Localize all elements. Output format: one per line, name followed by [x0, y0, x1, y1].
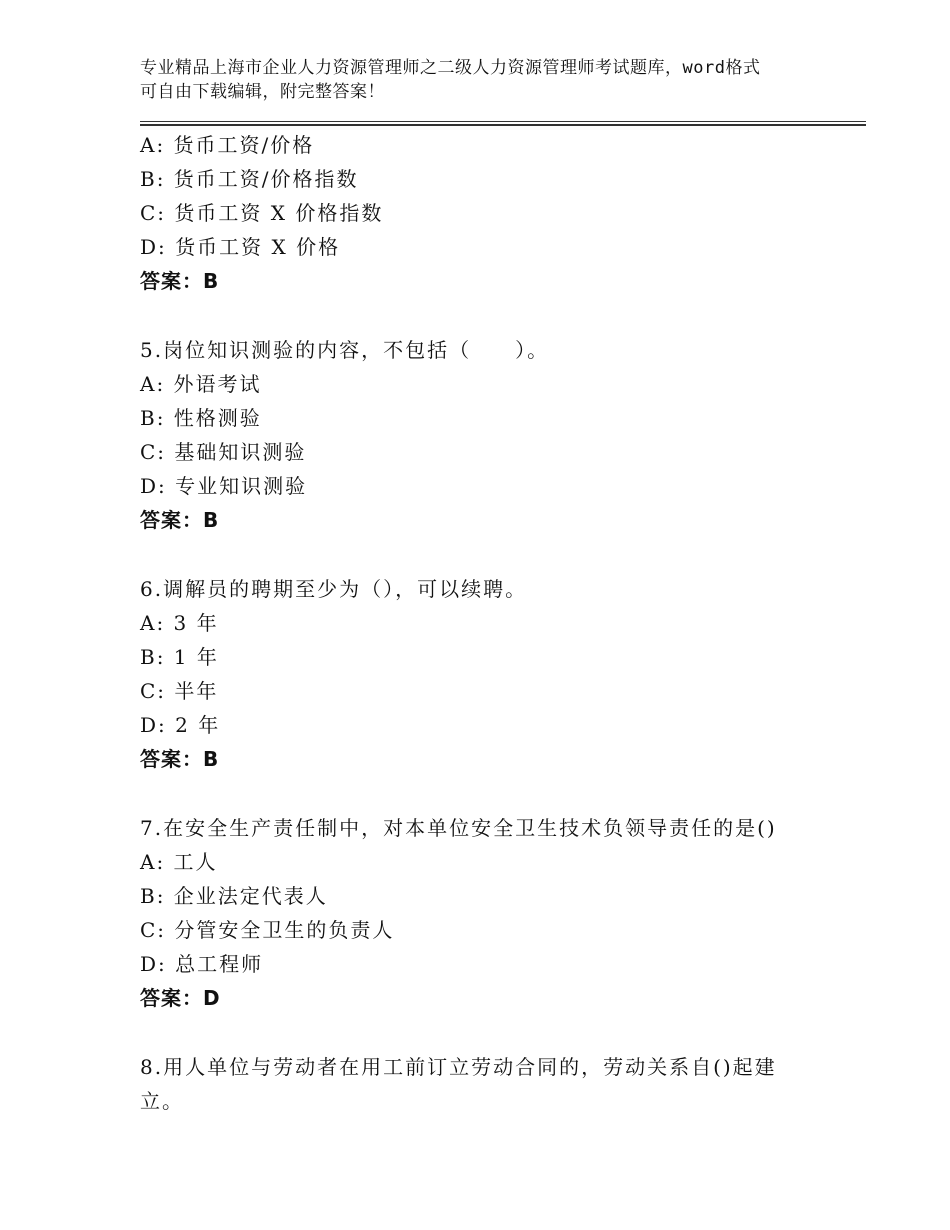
header-divider-thick	[140, 124, 866, 126]
option-c: C: 货币工资 X 价格指数	[140, 201, 384, 225]
question-5	[140, 333, 820, 537]
question-stem: 6.调解员的聘期至少为（），可以续聘。	[140, 577, 528, 601]
option-b: B: 1 年	[140, 645, 219, 669]
question-stem-line-1: 8.用人单位与劳动者在用工前订立劳动合同的，劳动关系自()起建	[140, 1055, 777, 1079]
option-d: D: 2 年	[140, 713, 221, 737]
header-line-1: 专业精品上海市企业人力资源管理师之二级人力资源管理师考试题库，word格式	[140, 58, 761, 78]
question-stem: 5.岗位知识测验的内容，不包括（ ）。	[140, 338, 550, 362]
document-header	[140, 56, 820, 104]
answer-label: 答案：B	[140, 747, 220, 771]
answer-label: 答案：B	[140, 508, 220, 532]
option-b: B: 性格测验	[140, 406, 262, 430]
question-stem-line-2: 立。	[140, 1089, 184, 1113]
header-line-2: 可自由下载编辑，附完整答案！	[140, 82, 385, 102]
question-stem: 7.在安全生产责任制中，对本单位安全卫生技术负领导责任的是()	[140, 816, 777, 840]
question-list	[140, 128, 820, 1118]
answer-label: 答案：B	[140, 269, 220, 293]
option-d: D: 总工程师	[140, 952, 264, 976]
option-c: C: 半年	[140, 679, 219, 703]
option-a: A: 货币工资/价格	[140, 133, 315, 157]
option-c: C: 分管安全卫生的负责人	[140, 918, 395, 942]
option-a: A: 外语考试	[140, 372, 262, 396]
question-7	[140, 811, 820, 1015]
option-a: A: 工人	[140, 850, 218, 874]
option-d: D: 货币工资 X 价格	[140, 235, 341, 259]
option-a: A: 3 年	[140, 611, 219, 635]
header-divider-thin	[140, 121, 866, 122]
option-b: B: 企业法定代表人	[140, 884, 328, 908]
answer-label: 答案：D	[140, 986, 221, 1010]
option-d: D: 专业知识测验	[140, 474, 308, 498]
question-4-continued	[140, 128, 820, 298]
question-6	[140, 572, 820, 776]
option-c: C: 基础知识测验	[140, 440, 307, 464]
question-8	[140, 1050, 820, 1118]
option-b: B: 货币工资/价格指数	[140, 167, 359, 191]
